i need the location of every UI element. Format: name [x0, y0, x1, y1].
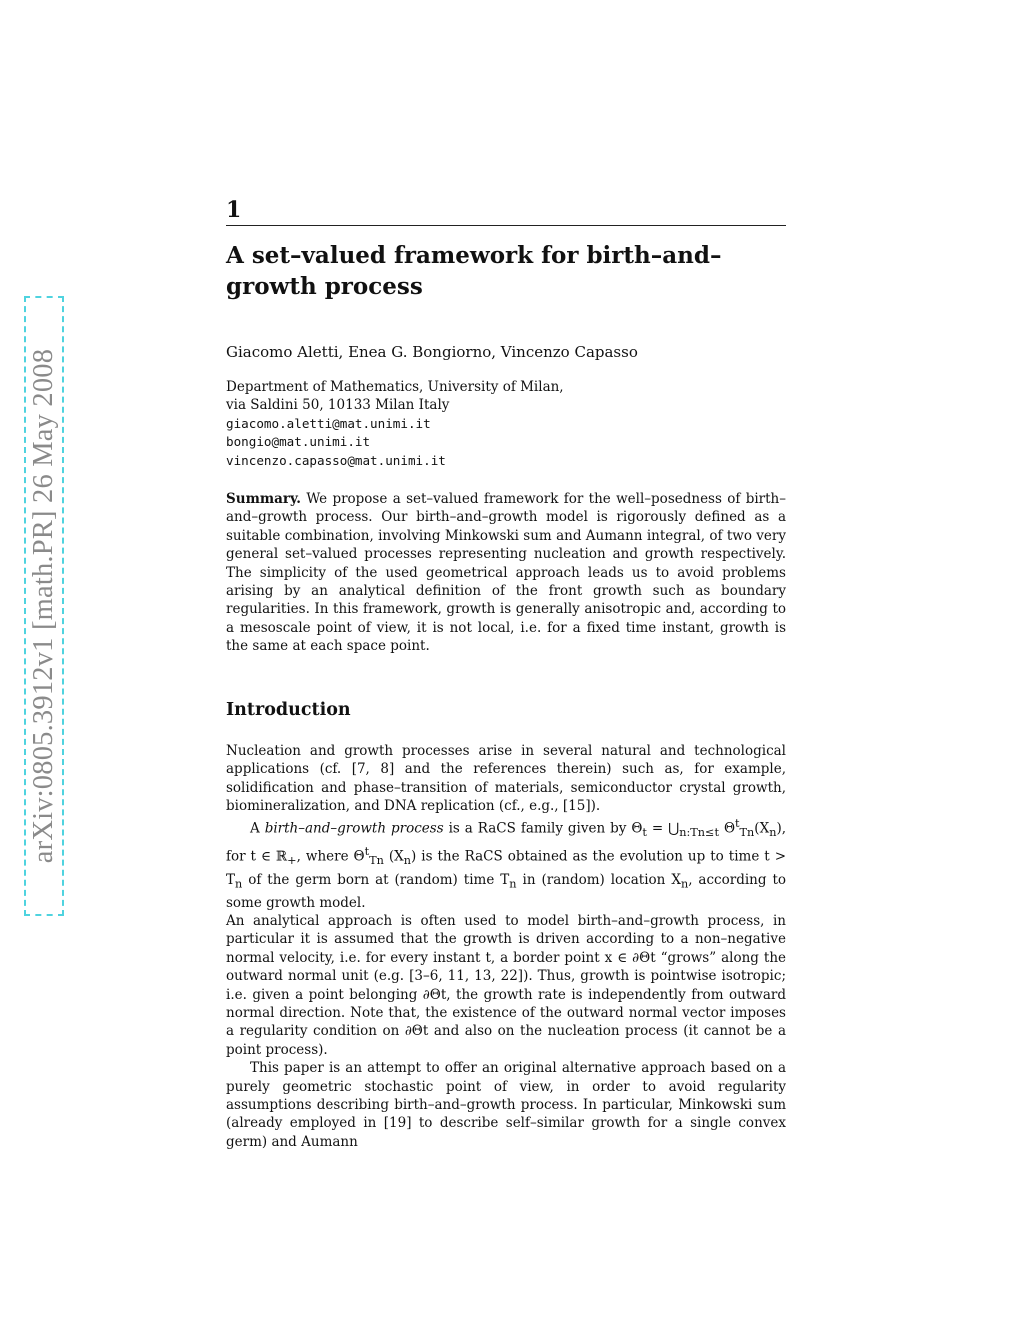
term-birth-and-growth: birth–and–growth process	[264, 820, 444, 837]
title-rule	[226, 225, 786, 226]
affiliation-dept: Department of Mathematics, University of Milan,	[226, 379, 564, 395]
section-heading-introduction: Introduction	[226, 699, 351, 720]
paragraph-4: This paper is an attempt to offer an original alternative approach based on a purely geometric stochastic point of view, in order to avoid regularity assumptions describing birth–and–growth process. In particular, Minkowski sum (already employed in [19] to describe self–similar growth for a single convex germ) and Aumann	[226, 1060, 786, 1150]
email-link[interactable]: giacomo.aletti@mat.unimi.it	[226, 415, 431, 431]
email-link[interactable]: vincenzo.capasso@mat.unimi.it	[226, 452, 446, 468]
paragraph-1: Nucleation and growth processes arise in several natural and technological applications (cf. [7, 8] and the references therein) such as, for example, solidification and phase–transition of materials, semiconductor crystal growth, biomineralization, and DNA replication (cf., e.g., [15]).	[226, 742, 786, 814]
affiliation-address: via Saldini 50, 10133 Milan Italy	[226, 397, 450, 414]
paper-title: A set–valued framework for birth–and–growth process	[226, 242, 722, 300]
email-link[interactable]: bongio@mat.unimi.it	[226, 434, 371, 450]
paper-page	[226, 196, 786, 1151]
arxiv-identifier: arXiv:0805.3912v1 [math.PR] 26 May 2008	[28, 348, 59, 864]
summary-label: Summary.	[226, 491, 301, 508]
affiliation-block	[226, 378, 786, 470]
chapter-number: 1	[226, 197, 242, 223]
paragraph-3: An analytical approach is often used to model birth–and–growth process, in particular it is assumed that the growth is driven according to a non–negative normal velocity, i.e. for every instant t, a border point x ∈ ∂Θt “grows” along the outward normal unit (e.g. [3–6, 11, 13, 22]). Thus, growth is pointwise isotropic; i.e. given a point belonging ∂Θt, the growth rate is independently from outward normal direction. Note that, the existence of the outward normal vector imposes a regularity condition on ∂Θt and also on the nucleation process (it cannot be a point process).	[226, 913, 786, 1058]
authors: Giacomo Aletti, Enea G. Bongiorno, Vincenzo Capasso	[226, 343, 638, 361]
summary-text: We propose a set–valued framework for the well–posedness of birth–and–growth process. Our birth–and–growth model is rigorously defined as a suitable combination, involving Minkowski sum and Aumann integral, of two very general set–valued processes representing nucleation and growth respectively. The simplicity of the used geometrical approach leads us to avoid problems arising by an analytical definition of the front growth such as boundary regularities. In this framework, growth is generally anisotropic and, according to a mesoscale point of view, it is not local, i.e. for a fixed time instant, growth is the same at each space point.	[226, 491, 786, 655]
summary-block	[226, 490, 786, 656]
paragraph-2: A birth–and–growth process is a RaCS family given by $\Theta_t$ = $⋃_{n:Tn\le t}$ $\Theta^t_{Tn}(X_n)$, for t ∈ ℝ$_+$, where $\Theta^t_{Tn}$ $(X_n)$ is the RaCS obtained as the evolution up to time $t > T_n$ of the germ born at (random) time $T_n$ in (random) location $X_n$, according to some growth model.	[226, 817, 787, 911]
